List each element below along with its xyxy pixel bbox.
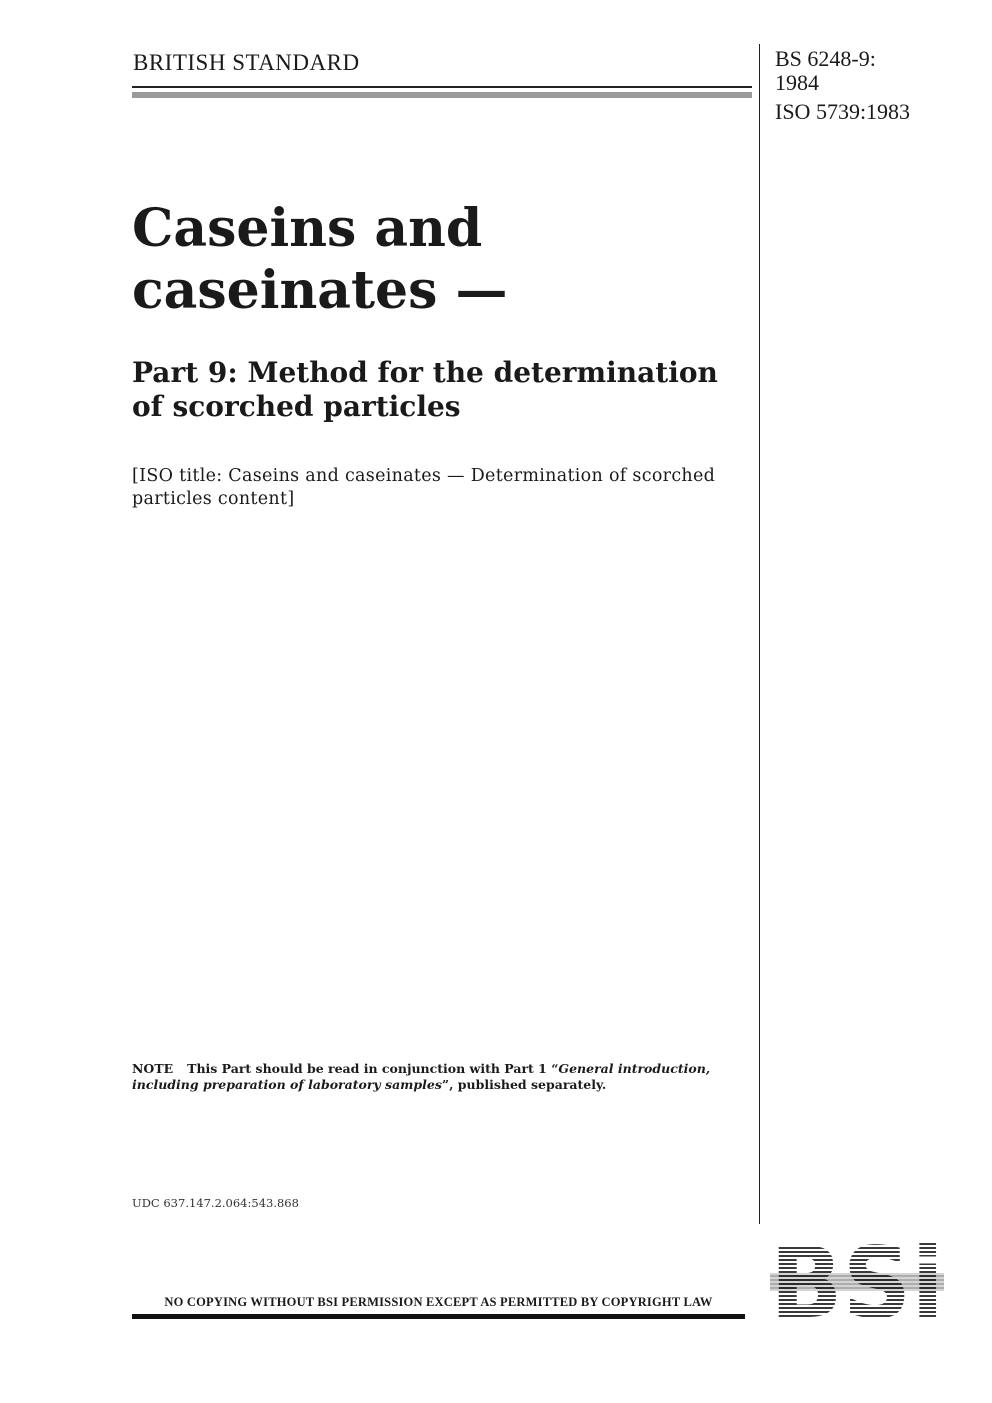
header-rule-thin <box>132 86 752 88</box>
standard-label: BRITISH STANDARD <box>133 50 360 75</box>
document-title <box>132 198 732 322</box>
iso-title: [ISO title: Caseins and caseinates — Determination of scorched particles content] <box>132 466 716 509</box>
bs-year: 1984 <box>775 70 819 95</box>
note-label: NOTE <box>132 1061 174 1076</box>
bs-number: BS 6248-9: <box>775 46 876 71</box>
part-title: Part 9: Method for the determination of scorched particles <box>132 356 718 423</box>
svg-text:BSi: BSi <box>770 1243 944 1321</box>
header-rule-grey <box>132 92 752 98</box>
note <box>132 1061 722 1093</box>
note-text-after: ”, published separately. <box>441 1077 607 1092</box>
iso-number: ISO 5739:1983 <box>775 99 911 124</box>
title-line-2: caseinates — <box>132 260 508 321</box>
udc-code: UDC 637.147.2.064:543.868 <box>132 1196 299 1210</box>
note-text-before: This Part should be read in conjunction with Part 1 “ <box>187 1061 559 1076</box>
bsi-logo <box>768 1243 946 1321</box>
note-italic-text: General introduction, including preparation of laboratory samples <box>132 1061 711 1092</box>
margin-divider <box>759 44 760 1224</box>
title-line-1: Caseins and <box>132 198 483 259</box>
copyright-notice: NO COPYING WITHOUT BSI PERMISSION EXCEPT AS PERMITTED BY COPYRIGHT LAW <box>164 1295 713 1309</box>
footer-rule <box>132 1314 745 1319</box>
